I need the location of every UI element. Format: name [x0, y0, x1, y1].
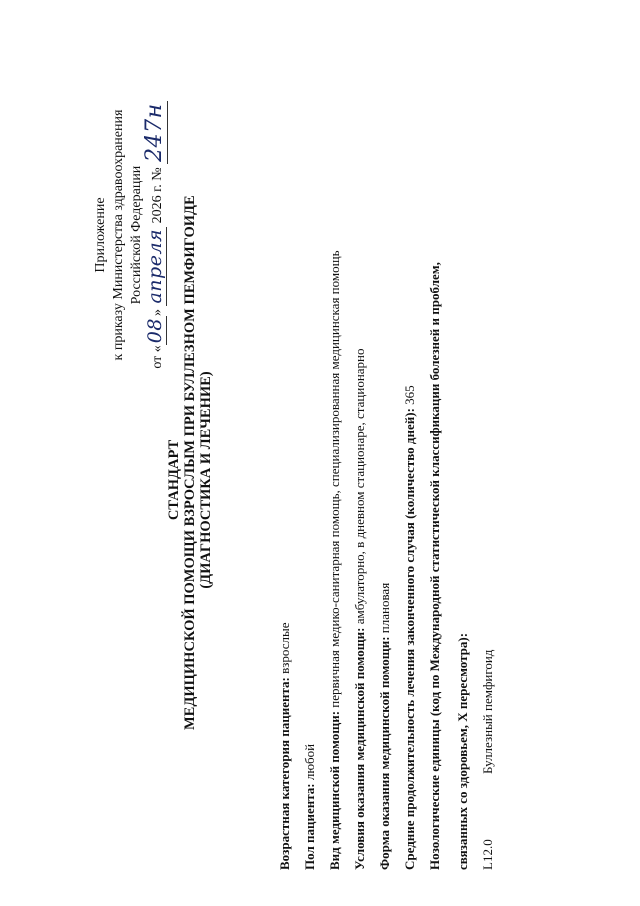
icd-name: Буллезный пемфигоид — [480, 649, 495, 774]
code-row — [480, 650, 496, 870]
field-nosology-line1 — [427, 262, 443, 870]
title-main: МЕДИЦИНСКОЙ ПОМОЩИ ВЗРОСЛЫМ ПРИ БУЛЛЕЗНОМ ПЕМФИГОИДЕ — [182, 195, 198, 730]
field-duration — [402, 385, 418, 870]
field-age — [277, 623, 293, 870]
title-standard: СТАНДАРТ — [166, 439, 182, 521]
handwritten-day: 08 — [144, 318, 166, 344]
field-duration-value: 365 — [402, 385, 417, 409]
field-age-label: Возрастная категория пациента: — [277, 677, 292, 870]
date-year: 2026 г. № — [150, 167, 165, 224]
appendix-order-line: к приказу Министерства здравоохранения — [111, 109, 126, 361]
field-nosology-label-1: Нозологические единицы (код по Международной статистической классификации болезней и проблем, — [427, 262, 442, 870]
field-age-value: взрослые — [277, 622, 292, 678]
date-prefix: от « — [150, 345, 165, 369]
field-conditions-label: Условия оказания медицинской помощи: — [352, 627, 367, 870]
field-nosology-label-2: связанных со здоровьем, X пересмотра): — [455, 632, 470, 870]
field-care-type-value: первичная медико-санитарная помощь, специализированная медицинская помощь — [327, 250, 342, 711]
document-title — [166, 195, 214, 730]
appendix-title: Приложение — [93, 197, 108, 273]
title-subtitle: (ДИАГНОСТИКА И ЛЕЧЕНИЕ) — [198, 371, 214, 589]
field-form-label: Форма оказания медицинской помощи: — [377, 636, 392, 870]
field-sex-value: любой — [302, 743, 317, 784]
field-sex — [302, 744, 318, 870]
field-conditions-value: амбулаторно, в дневном стационаре, стационарно — [352, 348, 367, 628]
appendix-federation-line: Российской Федерации — [129, 165, 144, 305]
icd-code: L12.0 — [480, 839, 495, 870]
handwritten-month: апреля — [144, 228, 166, 304]
field-care-type-label: Вид медицинской помощи: — [327, 710, 342, 870]
field-nosology-line2 — [455, 633, 471, 870]
rotated-content — [20, 10, 620, 890]
date-mid: » — [150, 309, 165, 317]
field-form-value: плановая — [377, 582, 392, 637]
field-conditions — [352, 348, 368, 870]
field-sex-label: Пол пациента: — [302, 783, 317, 870]
handwritten-order-number: 247н — [142, 103, 167, 162]
field-form — [377, 583, 393, 870]
appendix-block — [92, 85, 167, 385]
appendix-date-line — [142, 85, 167, 385]
field-care-type — [327, 250, 343, 870]
field-duration-label: Средние продолжительность лечения законченного случая (количество дней): — [402, 408, 417, 870]
